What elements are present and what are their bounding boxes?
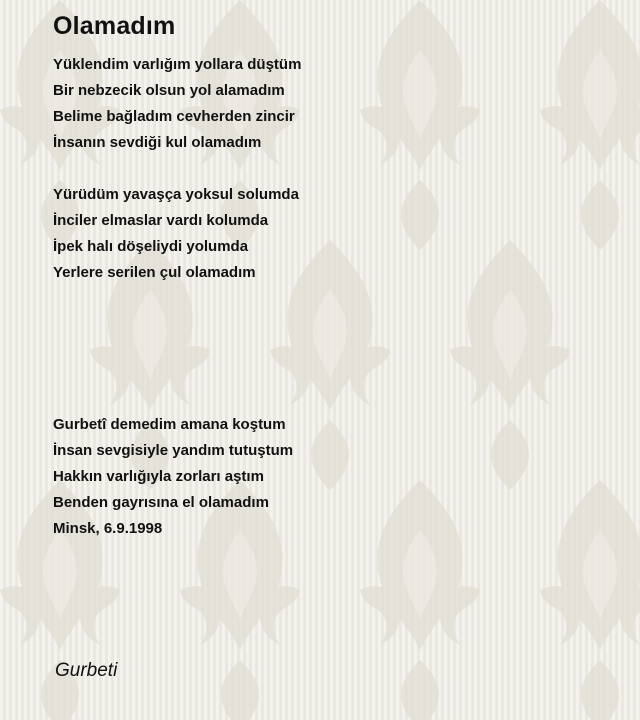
stanza-3 — [53, 412, 293, 542]
poem-line: Bir nebzecik olsun yol alamadım — [53, 82, 285, 99]
stanza-1 — [53, 52, 301, 156]
poem-date-line: Minsk, 6.9.1998 — [53, 520, 163, 537]
poem-line: İpek halı döşeliydi yolumda — [53, 238, 249, 255]
poem-line: Yürüdüm yavaşça yoksul solumda — [53, 186, 299, 203]
poem-line: İnsanın sevdiği kul olamadım — [53, 134, 262, 151]
stanza-2 — [53, 182, 299, 286]
poem-line: Yüklendim varlığım yollara düştüm — [53, 56, 302, 73]
poem-line: İnciler elmaslar vardı kolumda — [53, 212, 269, 229]
poem-line: Hakkın varlığıyla zorları aştım — [53, 468, 264, 485]
poem-line: Benden gayrısına el olamadım — [53, 494, 269, 511]
poem-line: Belime bağladım cevherden zincir — [53, 108, 295, 125]
poem-line: Gurbetî demedim amana koştum — [53, 416, 286, 433]
poem-author: Gurbeti — [55, 660, 118, 681]
poem-line: İnsan sevgisiyle yandım tutuştum — [53, 442, 294, 459]
poem-line: Yerlere serilen çul olamadım — [53, 264, 256, 281]
poem-title: Olamadım — [53, 12, 176, 40]
